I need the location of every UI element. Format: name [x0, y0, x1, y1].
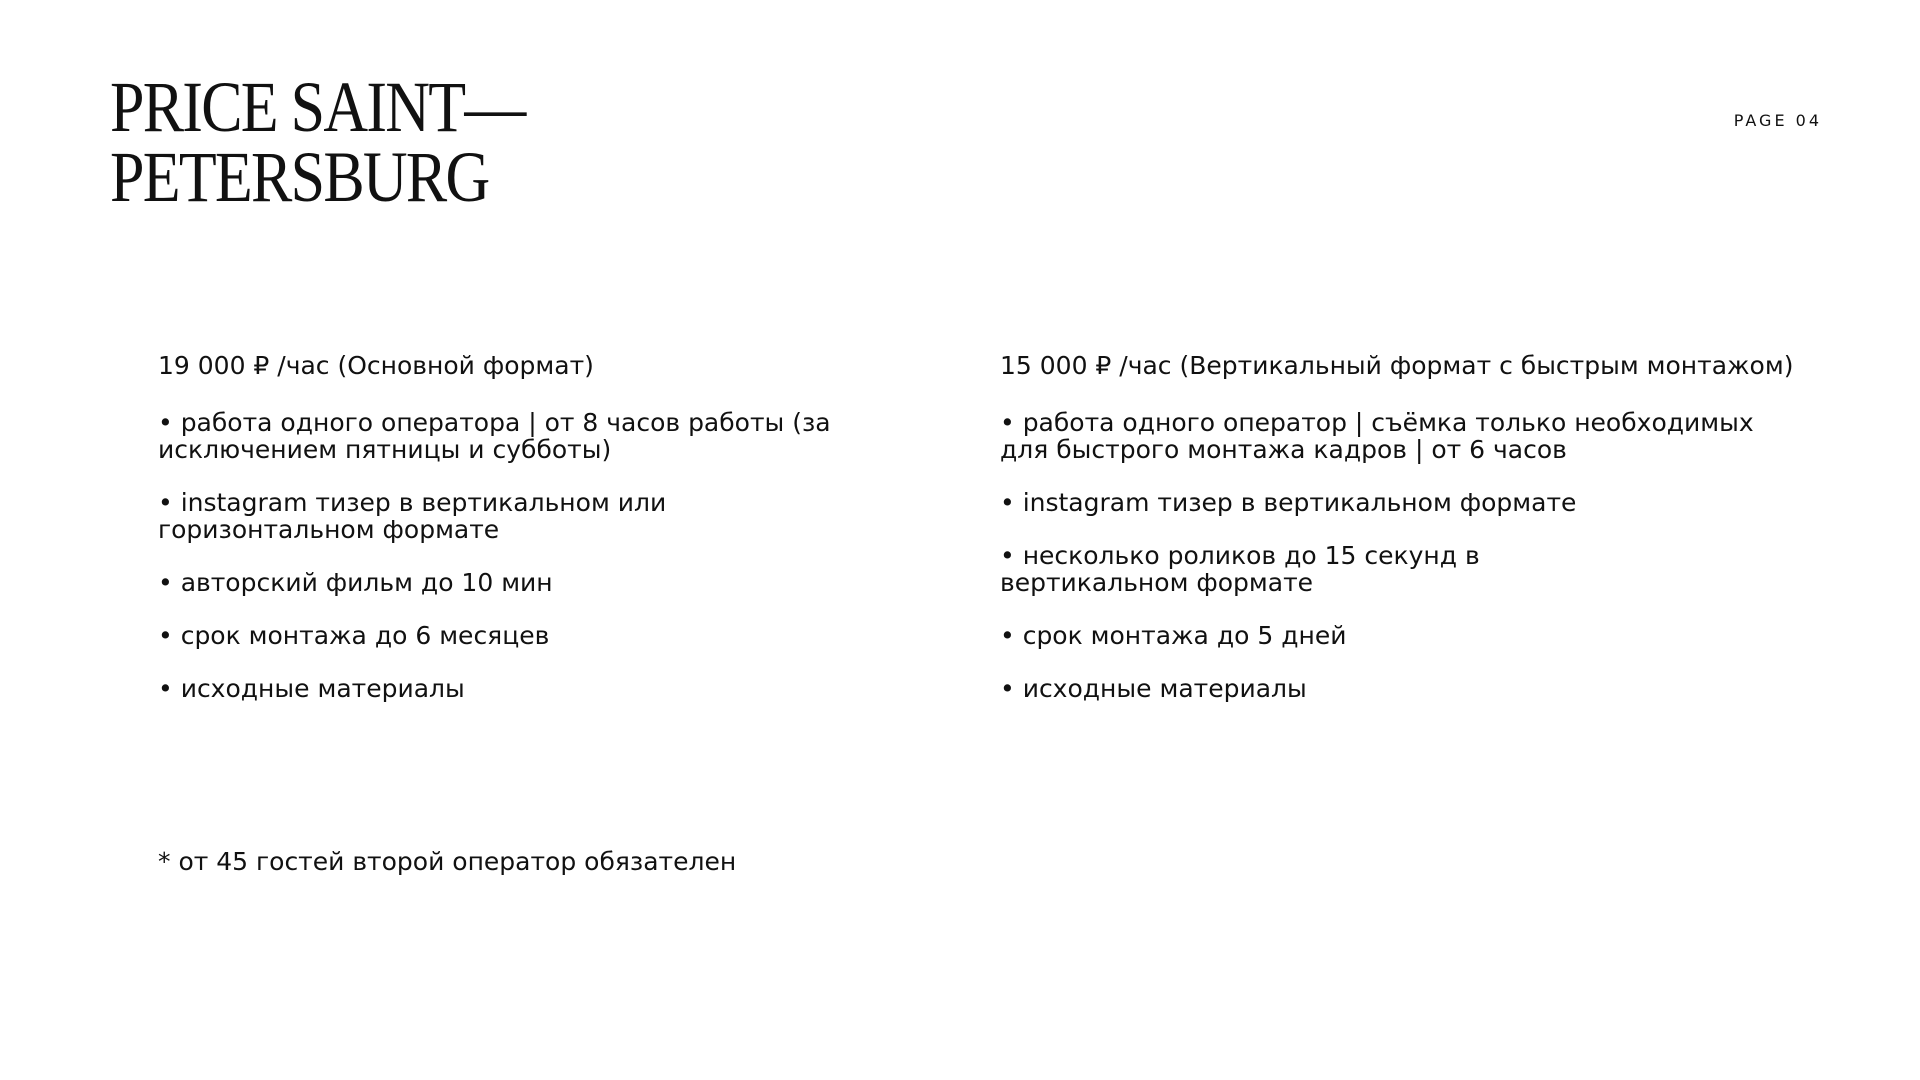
vertical-format-column — [1000, 352, 1840, 728]
feature-item: • instagram тизер в вертикальном или горизонтальном формате — [158, 488, 667, 544]
feature-item: • исходные материалы — [1000, 674, 1307, 703]
feature-item: • instagram тизер в вертикальном формате — [1000, 488, 1577, 517]
main-format-column — [158, 352, 838, 728]
main-format-features — [158, 409, 838, 702]
page-number-label: PAGE 04 — [1733, 111, 1822, 130]
feature-item: • исходные материалы — [158, 674, 465, 703]
main-format-price: 19 000 ₽ /час (Основной формат) — [158, 351, 594, 380]
feature-item: • срок монтажа до 6 месяцев — [158, 621, 550, 650]
vertical-format-features — [1000, 409, 1840, 702]
feature-item: • работа одного оператор | съёмка только необходимых для быстрого монтажа кадров | от 6 часов — [1000, 408, 1754, 464]
feature-item: • работа одного оператора | от 8 часов работы (за исключением пятницы и субботы) — [158, 408, 831, 464]
feature-item: • срок монтажа до 5 дней — [1000, 621, 1347, 650]
page-title-line-1: PRICE SAINT— — [110, 67, 525, 147]
vertical-format-price: 15 000 ₽ /час (Вертикальный формат с быстрым монтажом) — [1000, 351, 1794, 380]
feature-item: • несколько роликов до 15 секунд в вертикальном формате — [1000, 541, 1480, 597]
page-title-line-2: PETERSBURG — [110, 137, 489, 217]
footnote: * от 45 гостей второй оператор обязателен — [158, 847, 737, 876]
feature-item: • авторский фильм до 10 мин — [158, 568, 553, 597]
page-title — [110, 67, 525, 217]
